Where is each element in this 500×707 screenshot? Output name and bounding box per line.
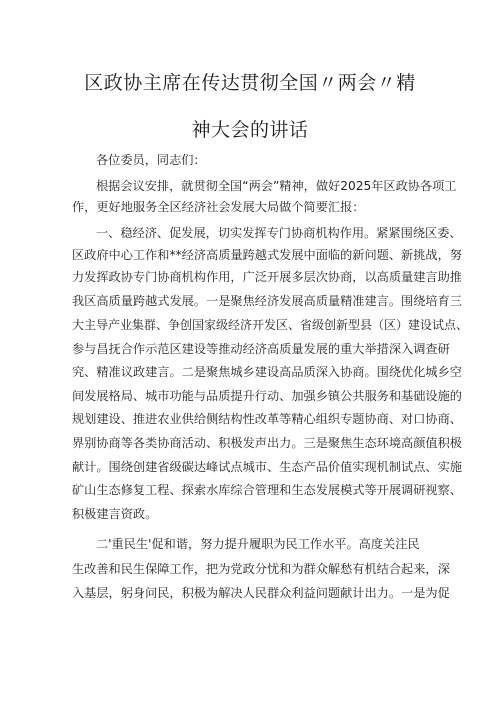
paragraph-line: 矿山生态修复工程、探索水库综合管理和生态发展模式等开展调研视察、 — [72, 483, 462, 497]
paragraph-line: 间发展格局、城市功能与品质提升行动、加强乡镇公共服务和基础设施的 — [72, 389, 462, 403]
paragraph-line: 参与昌抚合作示范区建设等推动经济高质量发展的重大举措深入调查研 — [72, 342, 450, 356]
paragraph-line: 究、精准议政建言。二是聚焦城乡建设高品质深入协商。围绕优化城乡空 — [72, 365, 462, 379]
paragraph-line: 二'重民生'促和谐，努力提升履职为民工作水平。高度关注民 — [96, 537, 420, 551]
paragraph-line: 入基层，躬身问民，积极为解决人民群众利益问题献计出力。一是为促 — [72, 586, 450, 600]
paragraph-line: 献计。围绕创建省级碳达峰试点城市、生态产品价值实现机制试点、实施 — [72, 460, 462, 474]
paragraph-line: 根据会议安排，就贯彻全国“两会”精神，做好2025年区政协各项工 — [96, 179, 457, 193]
paragraph-line: 一、稳经济、促发展，切实发挥专门协商机构作用。紧紧围绕区委、 — [96, 226, 462, 240]
paragraph-line: 生改善和民生保障工作，把为党政分忧和为群众解愁有机结合起来，深 — [72, 562, 450, 576]
paragraph-line: 力发挥政协专门协商机构作用，广泛开展多层次协商，以高质量建言助推 — [72, 270, 462, 284]
salutation: 各位委员，同志们： — [96, 153, 206, 167]
paragraph-line: 作，更好地服务全区经济社会发展大局做个简要汇报： — [72, 200, 365, 214]
document-title-line-2: 神大会的讲话 — [191, 119, 309, 141]
document-title-line-1: 区政协主席在传达贯彻全国〃两会〃精 — [84, 72, 416, 94]
paragraph-line: 界别协商等各类协商活动、积极发声出力。三是聚焦生态环境高颜值积极 — [72, 436, 462, 450]
paragraph-line: 大主导产业集群、争创国家级经济开发区、省级创新型县（区）建设试点、 — [72, 318, 469, 332]
paragraph-line: 我区高质量跨越式发展。一是聚焦经济发展高质量精准建言。围绕培育三 — [72, 294, 462, 308]
paragraph-line: 规划建设、推进农业供给侧结构性改革等精心组织专题协商、对口协商、 — [72, 412, 462, 426]
paragraph-line: 区政府中心工作和**经济高质量跨越式发展中面临的新问题、新挑战，努 — [72, 248, 462, 262]
paragraph-line: 积极建言资政。 — [72, 507, 158, 521]
